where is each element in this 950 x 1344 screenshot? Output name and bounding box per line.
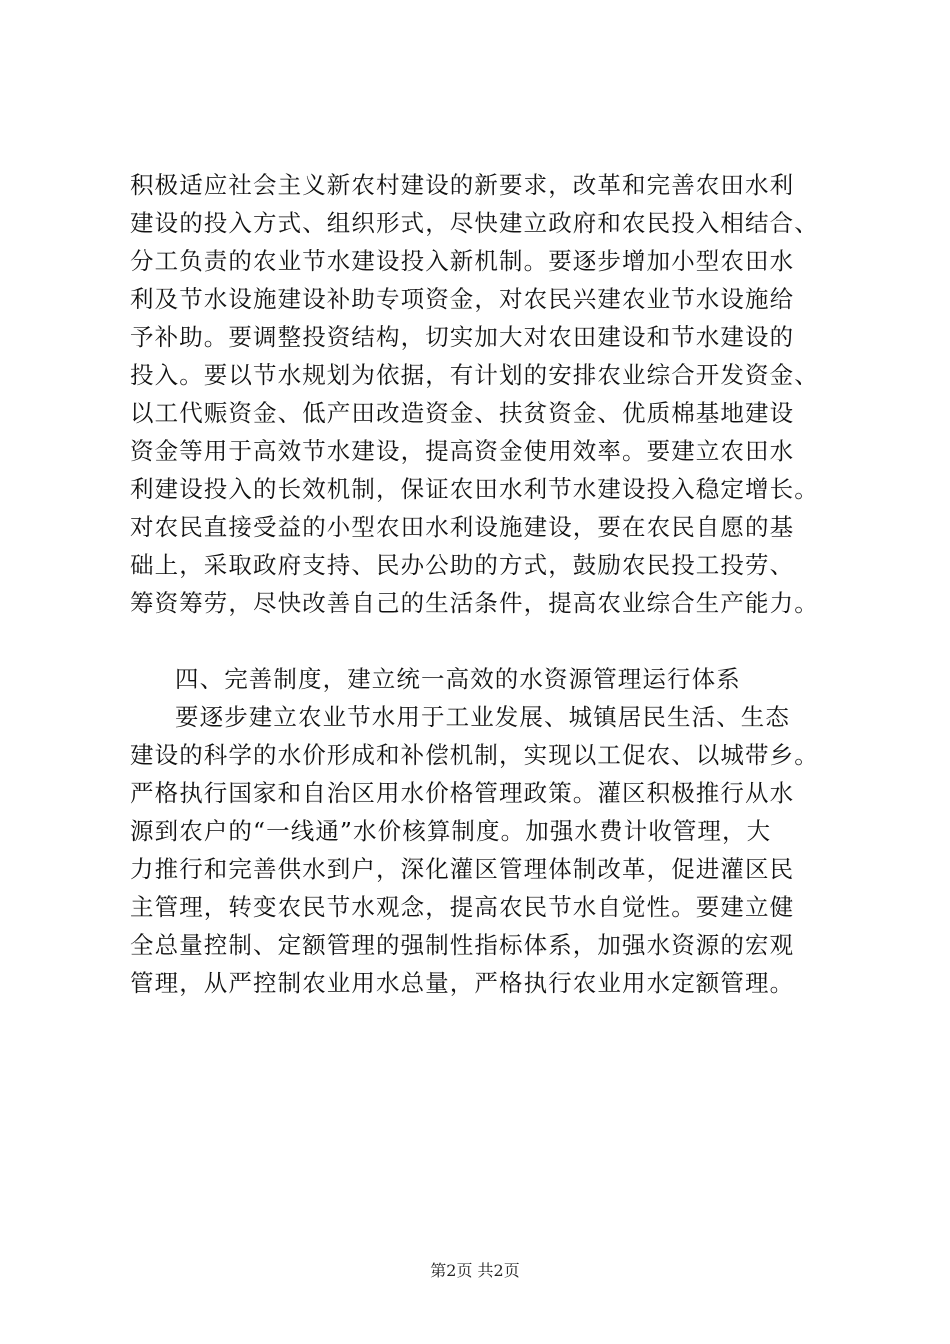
text-line: 积极适应社会主义新农村建设的新要求，改革和完善农田水利 (130, 171, 795, 199)
paragraph-spacer (130, 622, 850, 660)
page-number-footer: 第2页 共2页 (430, 1261, 520, 1280)
text-line: 主管理，转变农民节水观念，提高农民节水自觉性。要建立健 (130, 893, 795, 921)
text-line: 严格执行国家和自治区用水价格管理政策。灌区积极推行从水 (130, 779, 795, 807)
text-line: 利建设投入的长效机制，保证农田水利节水建设投入稳定增长。 (130, 475, 819, 503)
text-line: 建设的投入方式、组织形式，尽快建立政府和农民投入相结合、 (130, 209, 819, 237)
document-body (130, 166, 850, 1002)
text-line: 利及节水设施建设补助专项资金，对农民兴建农业节水设施给 (130, 285, 795, 313)
text-line: 以工代赈资金、低产田改造资金、扶贫资金、优质棉基地建设 (130, 399, 795, 427)
text-line: 分工负责的农业节水建设投入新机制。要逐步增加小型农田水 (130, 247, 795, 275)
paragraph-1 (130, 166, 850, 622)
text-line: 投入。要以节水规划为依据，有计划的安排农业综合开发资金、 (130, 361, 819, 389)
paragraph-2 (130, 698, 850, 1002)
text-line: 筹资筹劳，尽快改善自己的生活条件，提高农业综合生产能力。 (130, 589, 819, 617)
text-line: 础上，采取政府支持、民办公助的方式，鼓励农民投工投劳、 (130, 551, 795, 579)
text-line: 资金等用于高效节水建设，提高资金使用效率。要建立农田水 (130, 437, 795, 465)
text-line: 建设的科学的水价形成和补偿机制，实现以工促农、以城带乡。 (130, 741, 819, 769)
text-line: 要逐步建立农业节水用于工业发展、城镇居民生活、生态 (175, 703, 790, 731)
text-line: 力推行和完善供水到户，深化灌区管理体制改革，促进灌区民 (130, 855, 795, 883)
text-line: 全总量控制、定额管理的强制性指标体系，加强水资源的宏观 (130, 931, 795, 959)
text-line: 予补助。要调整投资结构，切实加大对农田建设和节水建设的 (130, 323, 795, 351)
text-line: 管理，从严控制农业用水总量，严格执行农业用水定额管理。 (130, 969, 795, 997)
section-heading: 四、完善制度，建立统一高效的水资源管理运行体系 (175, 665, 741, 693)
text-line: 对农民直接受益的小型农田水利设施建设，要在农民自愿的基 (130, 513, 795, 541)
text-line: 源到农户的“一线通”水价核算制度。加强水费计收管理，大 (130, 817, 772, 845)
